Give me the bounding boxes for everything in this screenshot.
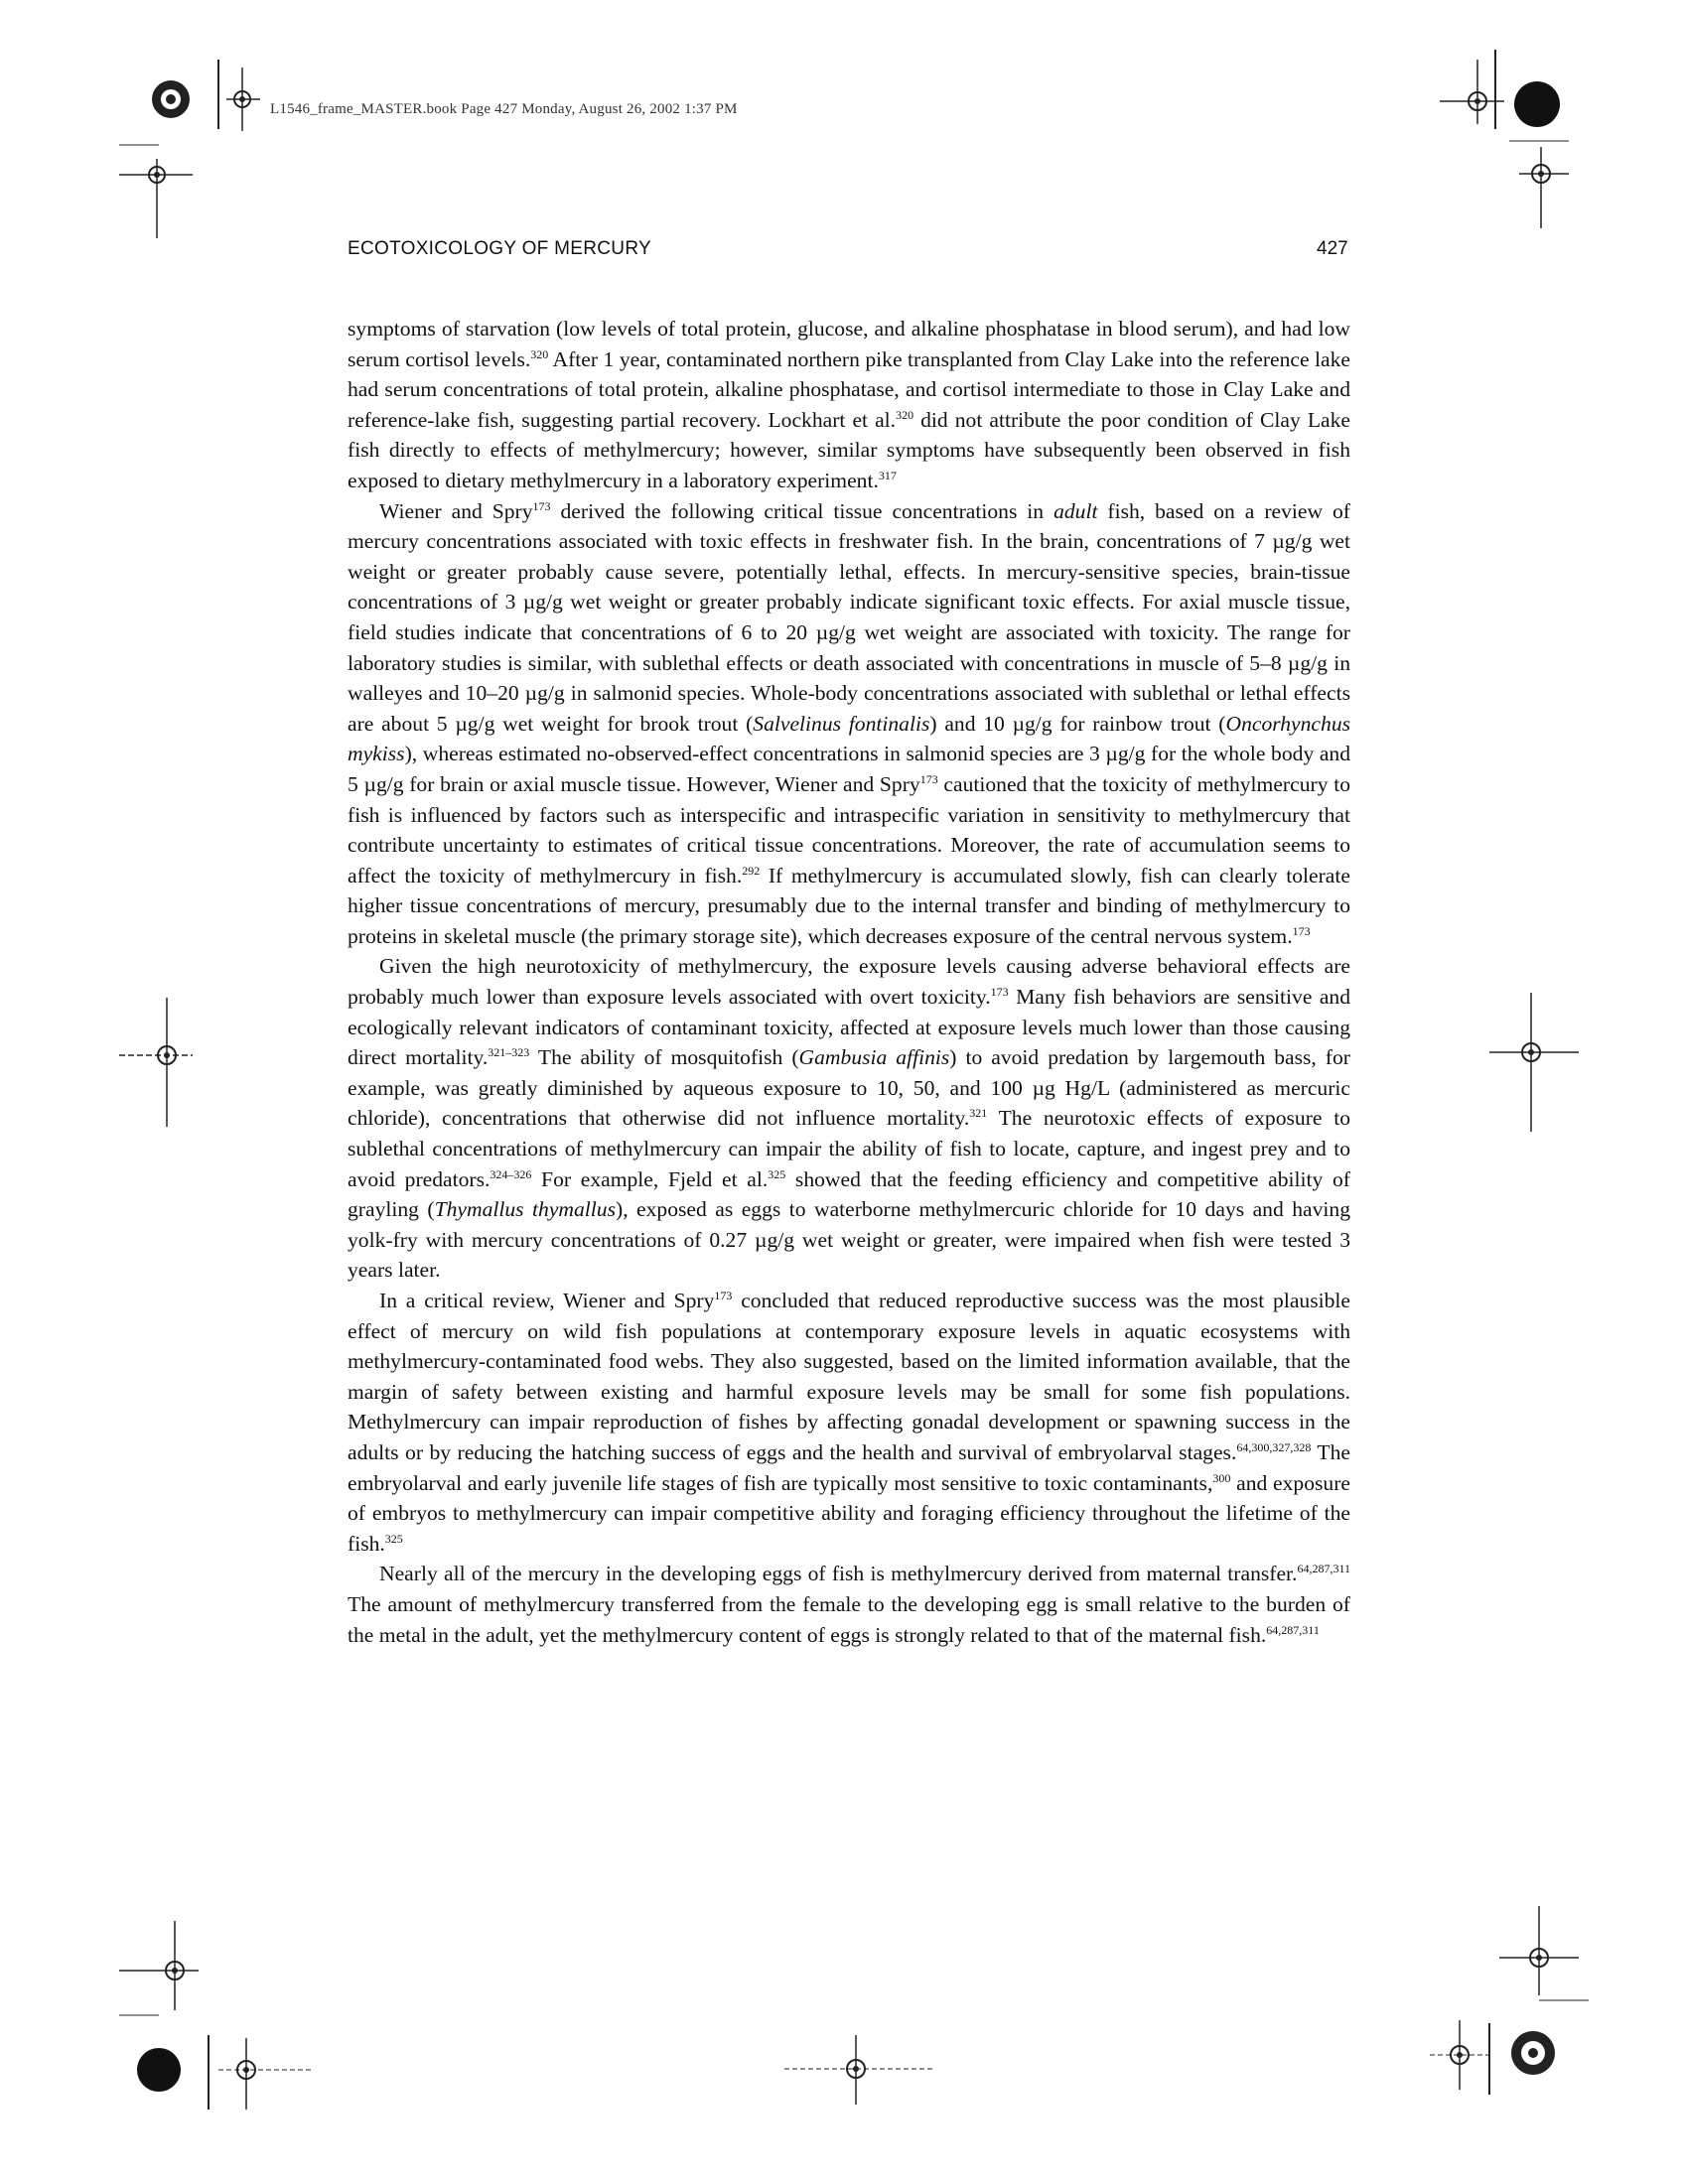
citation-superscript: 321 xyxy=(969,1106,988,1121)
text-run: The amount of methylmercury transferred from the female to the developing egg is small relative to the burden of the metal in the adult, yet the methylmercury content of eggs is strongly related to that of the maternal fish. xyxy=(348,1591,1350,1647)
text-run: Given the high neurotoxicity of methylmercury, the exposure levels causing adverse behavioral effects are probably much lower than exposure levels associated with overt toxicity. xyxy=(348,954,1350,1010)
citation-superscript: 173 xyxy=(714,1289,733,1302)
text-run: symptoms of starvation (low levels of total protein, glucose, and alkaline phosphatase in blood serum), and had low serum cortisol levels. xyxy=(348,317,1350,371)
italic-term: Thymallus thymallus xyxy=(434,1197,617,1222)
italic-term: adult xyxy=(1053,498,1098,523)
text-run: ) and 10 µg/g for rainbow trout ( xyxy=(929,711,1226,736)
crosshair-mark-bottom-center xyxy=(784,2025,933,2105)
text-run: In a critical review, Wiener and Spry xyxy=(379,1289,715,1312)
text-run: Many fish behaviors are sensitive and ecologically relevant indicators of contaminant toxicity, affected at exposure levels much lower than those causing direct mortality. xyxy=(348,985,1351,1070)
running-head: ECOTOXICOLOGY OF MERCURY xyxy=(348,238,651,259)
italic-term: Oncorhynchus mykiss xyxy=(348,711,1351,766)
citation-superscript: 324–326 xyxy=(490,1166,532,1181)
paragraph xyxy=(348,496,1350,952)
text-run: and exposure of embryos to methylmercury can impair competitive ability and foraging efficiency throughout the lifetime of the fish. xyxy=(348,1470,1350,1556)
text-run: The ability of mosquitofish ( xyxy=(529,1045,799,1070)
text-run: Wiener and Spry xyxy=(379,498,533,523)
crosshair-mark-mid-right xyxy=(1489,993,1579,1132)
citation-superscript: 321–323 xyxy=(488,1045,530,1060)
citation-superscript: 173 xyxy=(1292,923,1311,938)
text-run: cautioned that the toxicity of methylmercury to fish is influenced by factors such as interspecific and intraspecific variation in sensitivity to methylmercury that contribute uncertainty to estimates of critical tissue concentrations. Moreover, the rate of accumulation seems to affect the toxicity of methylmercury in fish. xyxy=(348,771,1350,887)
citation-superscript: 64,287,311 xyxy=(1266,1622,1320,1637)
text-run: did not attribute the poor condition of Clay Lake fish directly to effects of methylmercury; however, similar symptoms have subsequently been observed in fish exposed to dietary methylmercury in a laboratory experiment. xyxy=(348,407,1350,492)
citation-superscript: 325 xyxy=(768,1166,786,1181)
paragraph xyxy=(348,314,1350,496)
page-number: 427 xyxy=(1317,238,1348,259)
citation-superscript: 173 xyxy=(532,498,551,513)
text-run: concluded that reduced reproductive success was the most plausible effect of mercury on wild fish populations at contemporary exposure levels in aquatic ecosystems with methylmercury-contaminated food webs. They also suggested, based on the limited information available, that the margin of safety between existing and harmful exposure levels may be small for some fish populations. Methylmercury can impair reproduction of fishes by affecting gonadal development or spawning success in the adults or by reducing the hatching success of eggs and the health and survival of embryolarval stages. xyxy=(348,1289,1350,1464)
text-run: If methylmercury is accumulated slowly, fish can clearly tolerate higher tissue concentrations of mercury, presumably due to the internal transfer and binding of methylmercury to proteins in skeletal muscle (the primary storage site), which decreases exposure of the central nervous system. xyxy=(348,863,1350,948)
citation-superscript: 320 xyxy=(530,346,549,361)
text-run: The neurotoxic effects of exposure to sublethal concentrations of methylmercury can impair the ability of fish to locate, capture, and ingest prey and to avoid predators. xyxy=(348,1106,1350,1191)
citation-superscript: 320 xyxy=(896,407,914,422)
paragraph xyxy=(348,1286,1350,1559)
text-run: For example, Fjeld et al. xyxy=(531,1166,769,1191)
registration-mark-bottom-left xyxy=(119,1921,318,2144)
paragraph xyxy=(348,1559,1350,1650)
body-text xyxy=(348,314,1350,1650)
text-run: After 1 year, contaminated northern pike transplanted from Clay Lake into the reference lake had serum concentrations of total protein, alkaline phosphatase, and cortisol intermediate to those in Clay Lake and reference-lake fish, suggesting partial recovery. Lockhart et al. xyxy=(348,346,1350,432)
registration-mark-top-right xyxy=(1410,50,1569,228)
italic-term: Salvelinus fontinalis xyxy=(753,711,930,736)
text-run: The embryolarval and early juvenile life stages of fish are typically most sensitive to toxic contaminants, xyxy=(348,1439,1350,1495)
citation-superscript: 64,300,327,328 xyxy=(1236,1439,1312,1454)
text-run: derived the following critical tissue concentrations in xyxy=(550,498,1054,523)
citation-superscript: 292 xyxy=(742,863,761,878)
citation-superscript: 173 xyxy=(919,771,938,786)
citation-superscript: 300 xyxy=(1212,1470,1231,1485)
paragraph xyxy=(348,951,1350,1286)
print-slug: L1546_frame_MASTER.book Page 427 Monday, August 26, 2002 1:37 PM xyxy=(270,101,738,117)
citation-superscript: 317 xyxy=(878,468,897,482)
text-run: showed that the feeding efficiency and competitive ability of grayling ( xyxy=(348,1166,1350,1222)
crosshair-mark-mid-left xyxy=(119,998,199,1127)
text-run: Nearly all of the mercury in the developing eggs of fish is methylmercury derived from maternal transfer. xyxy=(379,1562,1298,1586)
registration-mark-bottom-right xyxy=(1430,1906,1589,2115)
crosshair-mark-top-left xyxy=(119,139,199,238)
text-run: ), whereas estimated no-observed-effect concentrations in salmonid species are 3 µg/g for the whole body and 5 µg/g for brain or axial muscle tissue. However, Wiener and Spry xyxy=(348,742,1350,796)
text-run: ) to avoid predation by largemouth bass, for example, was greatly diminished by aqueous exposure to 10, 50, and 100 µg Hg/L (administered as mercuric chloride), concentrations that otherwise did not influence mortality. xyxy=(348,1045,1350,1131)
citation-superscript: 325 xyxy=(384,1531,403,1546)
text-run: ), exposed as eggs to waterborne methylmercuric chloride for 10 days and having yolk-fry with mercury concentrations of 0.27 µg/g wet weight or greater, were impaired when fish were tested 3 years later. xyxy=(348,1197,1350,1283)
citation-superscript: 173 xyxy=(990,985,1009,1000)
italic-term: Gambusia affinis xyxy=(798,1045,950,1070)
citation-superscript: 64,287,311 xyxy=(1297,1562,1350,1576)
text-run: fish, based on a review of mercury concentrations associated with toxic effects in freshwater fish. In the brain, concentrations of 7 µg/g wet weight or greater probably cause severe, potentially lethal, effects. In mercury-sensitive species, brain-tissue concentrations of 3 µg/g wet weight or greater probably indicate significant toxic effects. For axial muscle tissue, field studies indicate that concentrations of 6 to 20 µg/g wet weight are associated with toxicity. The range for laboratory studies is similar, with sublethal effects or death associated with concentrations in muscle of 5–8 µg/g in walleyes and 10–20 µg/g in salmonid species. Whole-body concentrations associated with sublethal or lethal effects are about 5 µg/g wet weight for brook trout ( xyxy=(348,498,1350,736)
